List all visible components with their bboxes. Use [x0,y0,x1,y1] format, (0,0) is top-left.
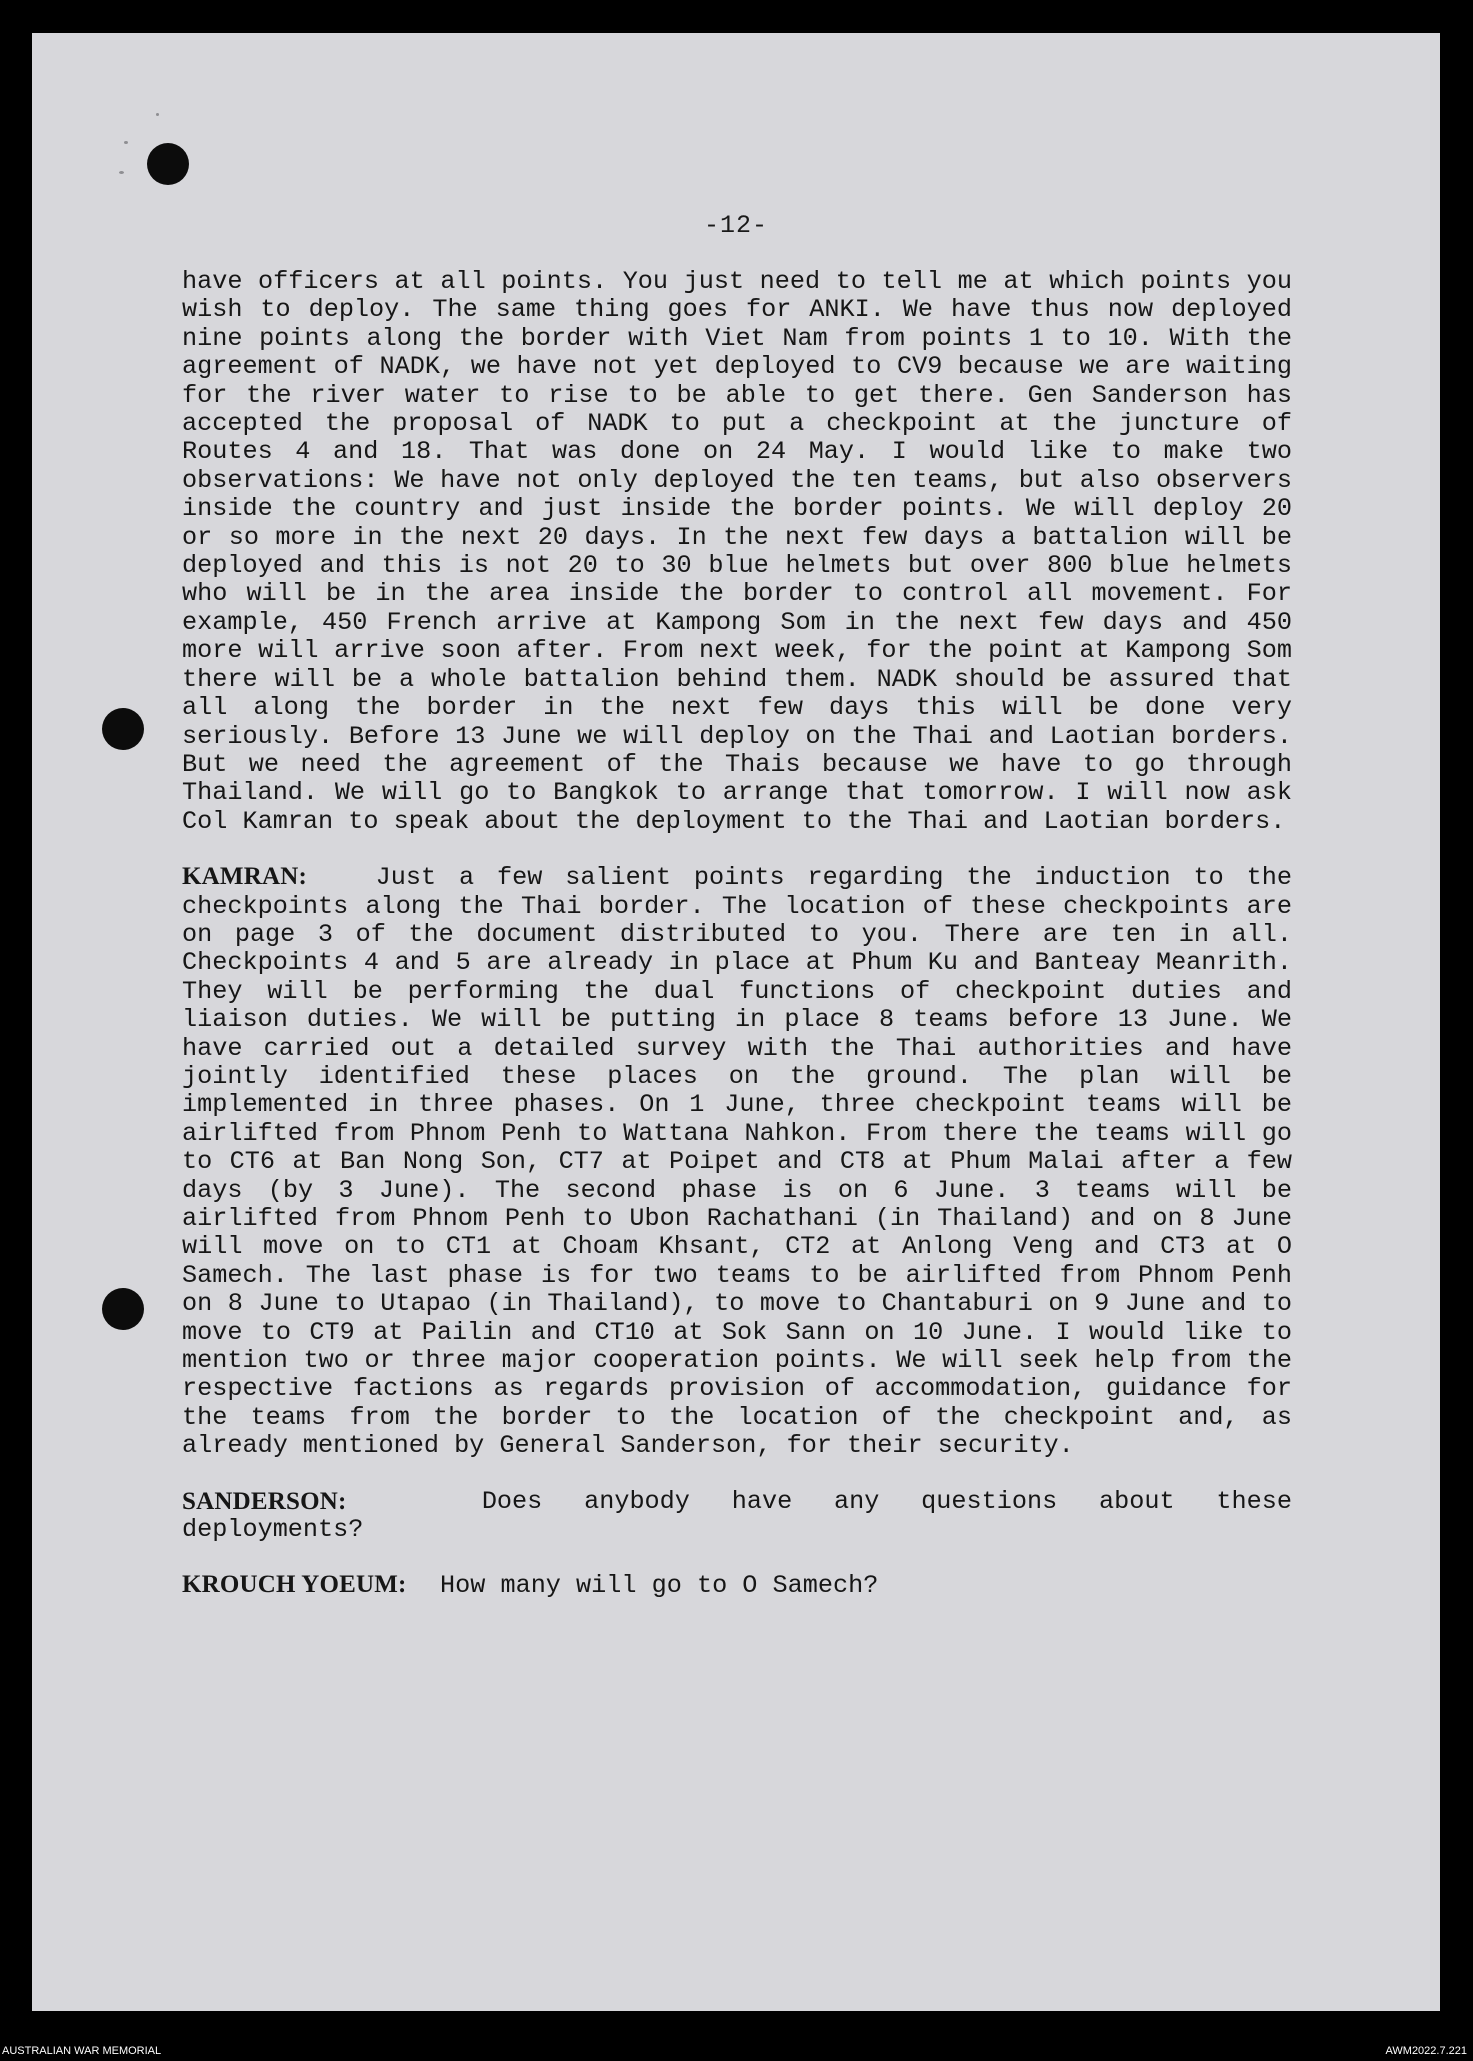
document-page [32,33,1440,2011]
paragraph-continuation [182,268,1292,836]
transcript-body [182,268,1292,1628]
question-text: How many will go to O Samech? [440,1571,879,1601]
paragraph-text: Just a few salient points regarding the induction to the checkpoints along the Thai border. The location of these checkpoints are on page 3 of the document distributed to you. There are ten in all. Checkpoints 4 and 5 are already in place at Phum Ku and Banteay Meanrith. They will be performing the dual functions of checkpoint duties and liaison duties. We will be putting in place 8 teams before 13 June. We have carried out a detailed survey with the Thai authorities and have jointly identified these places on the ground. The plan will be implemented in three phases. On 1 June, three checkpoint teams will be airlifted from Phnom Penh to Wattana Nahkon. From there the teams will go to CT6 at Ban Nong Son, CT7 at Poipet and CT8 at Phum Malai after a few days (by 3 June). The second phase is on 6 June. 3 teams will be airlifted from Phnom Penh to Ubon Rachathani (in Thailand) and on 8 June will move on to CT1 at Choam Khsant, CT2 at Anlong Veng and CT3 at O Samech. The last phase is for two teams to be airlifted from Phnom Penh on 8 June to Utapao (in Thailand), to move to Chantaburi on 9 June and to move to CT9 at Pailin and CT10 at Sok Sann on 10 June. I would like to mention two or three major cooperation points. We will seek help from the respective factions as regards provision of accommodation, guidance for the teams from the border to the location of the checkpoint and, as already mentioned by General Sanderson, for their security. [182,863,1292,1461]
paper-speck [124,141,128,144]
paragraph-kamran [182,863,1292,1461]
paragraph-text: have officers at all points. You just need to tell me at which points you wish to deploy. The same thing goes for ANKI. We have thus now deployed nine points along the border with Viet Nam from points 1 to 10. With the agreement of NADK, we have not yet deployed to CV9 because we are waiting for the river water to rise to be able to get there. Gen Sanderson has accepted the proposal of NADK to put a checkpoint at the juncture of Routes 4 and 18. That was done on 24 May. I would like to make two observations: We have not only deployed the ten teams, but also observers inside the country and just inside the border points. We will deploy 20 or so more in the next 20 days. In the next few days a battalion will be deployed and this is not 20 to 30 blue helmets but over 800 blue helmets who will be in the area inside the border to control all movement. For example, 450 French arrive at Kampong Som in the next few days and 450 more will arrive soon after. From next week, for the point at Kampong Som there will be a whole battalion behind them. NADK should be assured that all along the border in the next few days this will be done very seriously. Before 13 June we will deploy on the Thai and Laotian borders. But we need the agreement of the Thais because we have to go through Thailand. We will go to Bangkok to arrange that tomorrow. I will now ask Col Kamran to speak about the deployment to the Thai and Laotian borders. [182,267,1292,836]
punch-hole [102,1288,144,1330]
word: these [1216,1486,1292,1516]
word: Does [481,1486,543,1516]
question-line-2: deployments? [182,1515,364,1545]
word: anybody [584,1486,690,1516]
archive-name: AUSTRALIAN WAR MEMORIAL [2,2045,162,2057]
speaker-label: SANDERSON: [182,1487,347,1515]
paper-speck [119,171,124,174]
word: about [1099,1486,1175,1516]
archive-reference: AWM2022.7.221 [1385,2045,1467,2057]
punch-hole [147,143,189,185]
word: have [731,1486,793,1516]
word: any [834,1486,880,1516]
punch-hole [102,708,144,750]
paper-speck [156,113,159,116]
word: questions [921,1486,1058,1516]
question-sanderson [182,1488,1292,1545]
question-line [182,1488,1292,1516]
archive-footer [0,2039,1473,2061]
page-number: -12- [703,211,768,240]
question-krouch-yoeum [182,1571,1292,1600]
speaker-label: KROUCH YOEUM: [182,1571,407,1599]
speaker-label: KAMRAN: [182,863,307,891]
